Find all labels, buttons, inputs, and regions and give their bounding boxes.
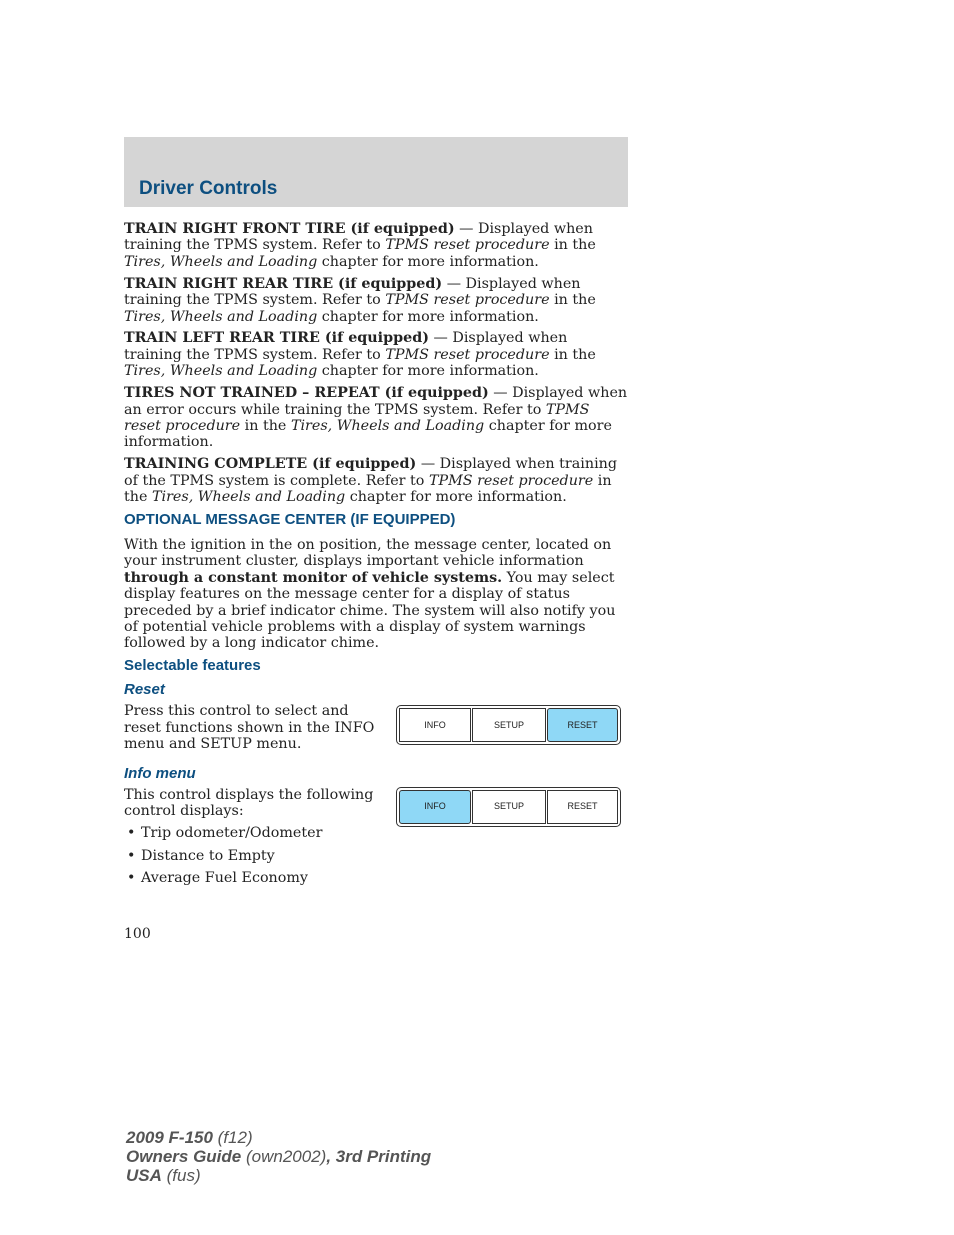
chapter-header-band	[124, 137, 628, 207]
selectable-features-heading: Selectable features	[124, 657, 261, 675]
info-menu-description: This control displays the following control displays:	[124, 786, 374, 819]
tires-chapter-ref: Tires, Wheels and Loading	[124, 253, 318, 270]
tires-chapter-ref: Tires, Wheels and Loading	[124, 308, 318, 325]
tires-chapter-ref: Tires, Wheels and Loading	[290, 417, 485, 434]
entry-training-complete: TRAINING COMPLETE (if equipped) — Displayed when training of the TPMS system is complete. Refer to TPMS reset procedure in the Tires, Wheels and Loading chapter for more information.	[124, 456, 617, 506]
message-center-heading: OPTIONAL MESSAGE CENTER (IF EQUIPPED)	[124, 511, 456, 528]
entry-term: TRAIN RIGHT REAR TIRE (if equipped)	[124, 275, 443, 292]
bullet-icon: •	[127, 870, 136, 887]
entry-train-right-front: TRAIN RIGHT FRONT TIRE (if equipped) — Displayed when training the TPMS system. Refer to TPMS reset procedure in the Tires, Wheels and Loading chapter for more information.	[124, 221, 596, 270]
footer-line-3: USA (fus)	[126, 1166, 201, 1185]
tires-chapter-ref: Tires, Wheels and Loading	[124, 363, 318, 380]
info-menu-heading: Info menu	[124, 764, 196, 782]
entry-train-left-rear: TRAIN LEFT REAR TIRE (if equipped) — Displayed when training the TPMS system. Refer to TPMS reset procedure in the Tires, Wheels and Loading chapter for more information.	[124, 330, 596, 380]
reset-description: Press this control to select and reset functions shown in the INFO menu and SETUP menu.	[124, 703, 375, 753]
tpms-reset-procedure-ref: TPMS reset procedure	[385, 237, 550, 254]
info-button-highlighted: INFO	[399, 790, 471, 824]
reset-button-highlighted: RESET	[547, 708, 618, 742]
footer-line-1: 2009 F-150 (f12)	[126, 1128, 253, 1147]
info-menu-section	[124, 787, 628, 887]
page-number: 100	[124, 926, 151, 942]
list-item: • Trip odometer/Odometer	[127, 825, 323, 842]
setup-button: SETUP	[472, 708, 546, 742]
info-button: INFO	[399, 708, 471, 742]
bullet-icon: •	[127, 847, 136, 864]
footer-imprint	[126, 1128, 431, 1185]
tpms-reset-procedure-ref: TPMS reset procedure	[428, 472, 594, 489]
reset-heading: Reset	[124, 681, 165, 699]
entry-term: TRAIN LEFT REAR TIRE (if equipped)	[124, 330, 429, 347]
entry-term: TRAIN RIGHT FRONT TIRE (if equipped)	[124, 221, 455, 237]
entry-train-right-rear: TRAIN RIGHT REAR TIRE (if equipped) — Displayed when training the TPMS system. Refer to TPMS reset procedure in the Tires, Wheels and Loading chapter for more information.	[124, 275, 596, 325]
tpms-reset-procedure-ref: TPMS reset procedure	[385, 346, 550, 363]
entry-term: TIRES NOT TRAINED – REPEAT (if equipped)	[124, 385, 489, 402]
entry-tires-not-trained: TIRES NOT TRAINED – REPEAT (if equipped) — Displayed when an error occurs while training the TPMS system. Refer to TPMS reset procedure in the Tires, Wheels and Loading chapter for more information.	[124, 385, 628, 451]
reset-button: RESET	[547, 790, 618, 824]
list-item: • Average Fuel Economy	[127, 870, 309, 887]
reset-section	[124, 703, 628, 752]
setup-button: SETUP	[472, 790, 546, 824]
page-content	[124, 221, 628, 893]
tpms-reset-procedure-ref: TPMS reset procedure	[385, 292, 550, 309]
list-item: • Distance to Empty	[127, 847, 275, 864]
reset-control-illustration	[396, 705, 621, 745]
footer-line-2: Owners Guide (own2002), 3rd Printing	[126, 1147, 432, 1166]
entry-term: TRAINING COMPLETE (if equipped)	[124, 456, 417, 473]
tires-chapter-ref: Tires, Wheels and Loading	[151, 489, 346, 506]
tpms-reset-procedure-ref: TPMS reset procedure	[124, 401, 590, 434]
info-control-illustration	[396, 787, 621, 827]
info-menu-list	[124, 825, 628, 886]
chapter-title: Driver Controls	[139, 178, 278, 199]
message-center-paragraph: With the ignition in the on position, the message center, located on your instrument cluster, displays important vehicle information through a constant monitor of vehicle systems. You may select display features on the message center for a display of status preceded by a brief indicator chime. The system will also notify you of potential vehicle problems with a display of system warnings followed by a long indicator chime.	[124, 537, 616, 652]
bullet-icon: •	[127, 825, 136, 842]
